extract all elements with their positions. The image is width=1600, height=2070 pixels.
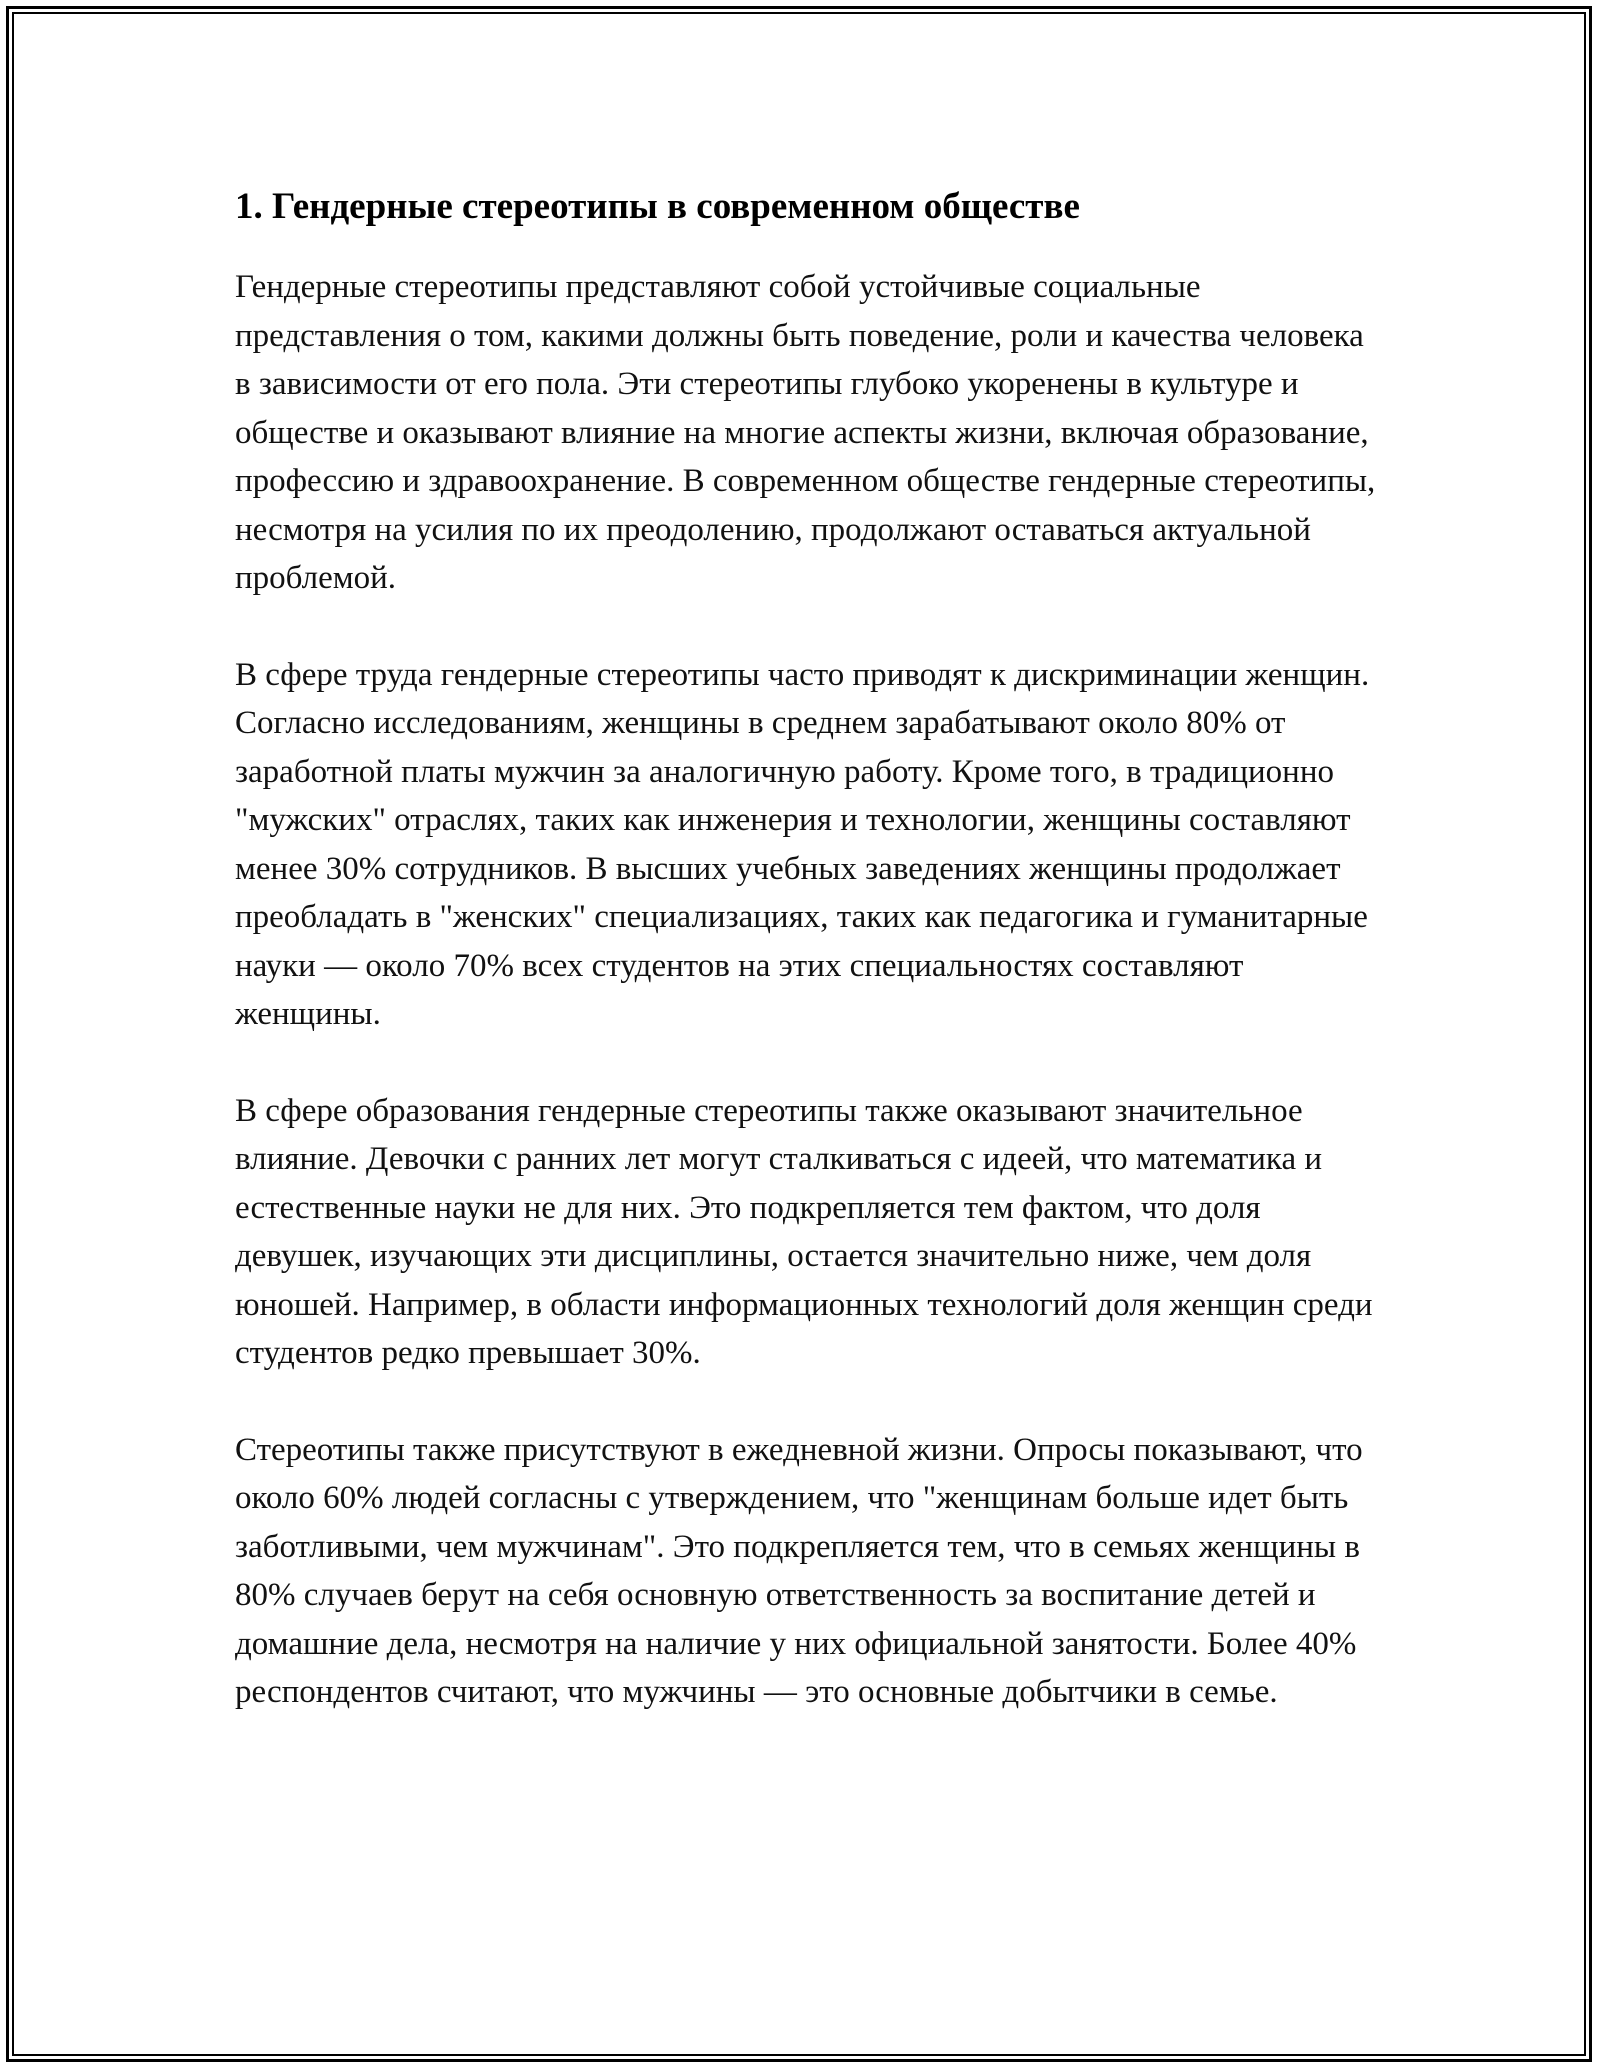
paragraph-education: В сфере образования гендерные стереотипы также оказывают значительное влияние. Девочки с ранних лет могут сталкиваться с идеей, что математика и естественные науки не для них. Это подкрепляется тем фактом, что доля девушек, изучающих эти дисциплины, остается значительно ниже, чем доля юношей. Например, в области информационных технологий доля женщин среди студентов редко превышает 30%. [235, 1092, 1373, 1372]
paragraph-daily-life: Стереотипы также присутствуют в ежедневной жизни. Опросы показывают, что около 60% людей согласны с утверждением, что "женщинам больше идет быть заботливыми, чем мужчинам". Это подкрепляется тем, что в семьях женщины в 80% случаев берут на себя основную ответственность за воспитание детей и домашние дела, несмотря на наличие у них официальной занятости. Более 40% респондентов считают, что мужчины — это основные добытчики в семье. [235, 1431, 1363, 1711]
paragraph-labor: В сфере труда гендерные стереотипы часто приводят к дискриминации женщин. Согласно исследованиям, женщины в среднем зарабатывают около 80% от заработной платы мужчин за аналогичную работу. Кроме того, в традиционно "мужских" отраслях, таких как инженерия и технологии, женщины составляют менее 30% сотрудников. В высших учебных заведениях женщины продолжает преобладать в "женских" специализациях, таких как педагогика и гуманитарные науки — около 70% всех студентов на этих специальностях составляют женщины. [235, 656, 1370, 1033]
paragraph-intro: Гендерные стереотипы представляют собой устойчивые социальные представления о том, какими должны быть поведение, роли и качества человека в зависимости от его пола. Эти стереотипы глубоко укоренены в культуре и обществе и оказывают влияние на многие аспекты жизни, включая образование, профессию и здравоохранение. В современном обществе гендерные стереотипы, несмотря на усилия по их преодолению, продолжают оставаться актуальной проблемой. [235, 269, 1376, 597]
document-body [235, 185, 1385, 1765]
section-heading: 1. Гендерные стереотипы в современном обществе [235, 186, 1080, 227]
